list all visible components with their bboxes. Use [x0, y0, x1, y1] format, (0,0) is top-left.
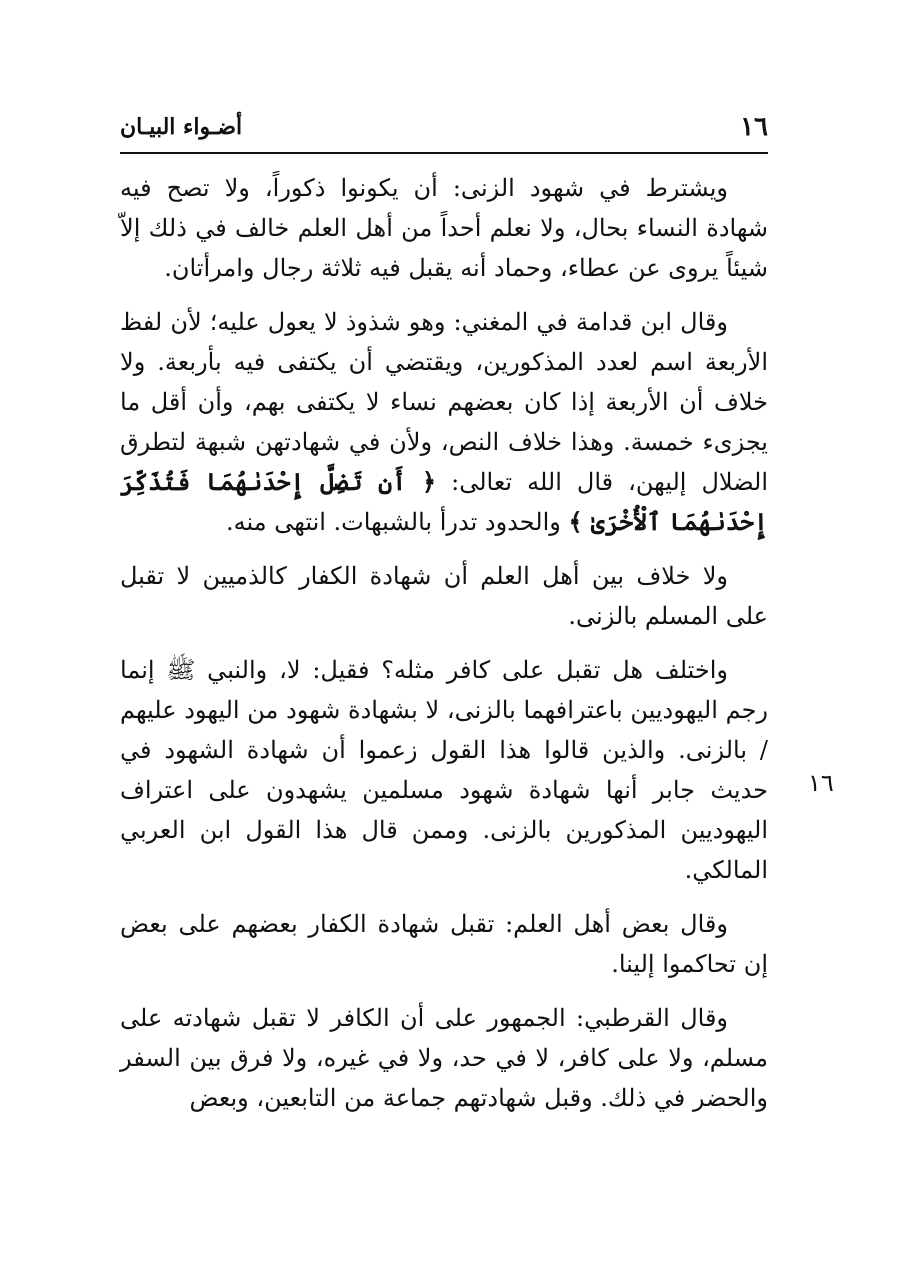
paragraph-text: والحدود تدرأ بالشبهات. انتهى منه.: [226, 508, 569, 536]
page-body: [120, 168, 768, 1132]
paragraph-witness-conditions: ويشترط في شهود الزنى: أن يكونوا ذكوراً، ولا تصح فيه شهادة النساء بحال، ولا نعلم أحداً من أهل العلم خالف في ذلك إلاّ شيئاً يروى عن عطاء، وحماد أنه يقبل فيه ثلاثة رجال وامرأتان.: [120, 174, 768, 282]
margin-page-marker: ١٦: [808, 769, 834, 797]
paragraph-disagreement: واختلف هل تقبل على كافر مثله؟ فقيل: لا، والنبي ﷺ إنما رجم اليهوديين باعترافهما بالزنى، لا بشهادة شهود من اليهود عليهم / بالزنى. والذين قالوا هذا القول زعموا أن شهادة الشهود في حديث جابر أنها شهادة شهود مسلمين يشهدون على اعتراف اليهوديين المذكورين بالزنى. وممن قال هذا القول ابن العربي المالكي.: [120, 656, 768, 884]
quran-verse: ﴿ أَن تَضِلَّ إِحْدَىٰهُمَا فَتُذَكِّرَ إِحْدَىٰهُمَا ٱلْأُخْرَىٰ ﴾: [120, 467, 768, 536]
paragraph-text: وقال ابن قدامة في المغني: وهو شذوذ لا يعول عليه؛ لأن لفظ الأربعة اسم لعدد المذكورين، ويقتضي أن يكتفى فيه بأربعة. ولا خلاف أن الأربعة إذا كان بعضهم نساء لا يكتفى بهم، وأن أقل ما يجزىء خمسة. وهذا خلاف النص، ولأن في شهادتهن شبهة لتطرق الضلال إليهن، قال الله تعالى:: [120, 308, 769, 496]
paragraph-qurtubi: وقال القرطبي: الجمهور على أن الكافر لا تقبل شهادته على مسلم، ولا على كافر، لا في حد، ولا في غيره، ولا فرق بين السفر والحضر في ذلك. وقبل شهادتهم جماعة من التابعين، وبعض: [120, 1004, 768, 1112]
book-title: أضـواء البيـان: [120, 114, 243, 140]
paragraph-disbelievers-testimony: ولا خلاف بين أهل العلم أن شهادة الكفار كالذميين لا تقبل على المسلم بالزنى.: [120, 562, 768, 630]
paragraph-some-scholars: وقال بعض أهل العلم: تقبل شهادة الكفار بعضهم على بعض إن تحاكموا إلينا.: [120, 910, 768, 978]
page-header: [120, 108, 768, 154]
paragraph-ibn-qudama: [120, 302, 768, 542]
page-number: ١٦: [740, 112, 768, 142]
